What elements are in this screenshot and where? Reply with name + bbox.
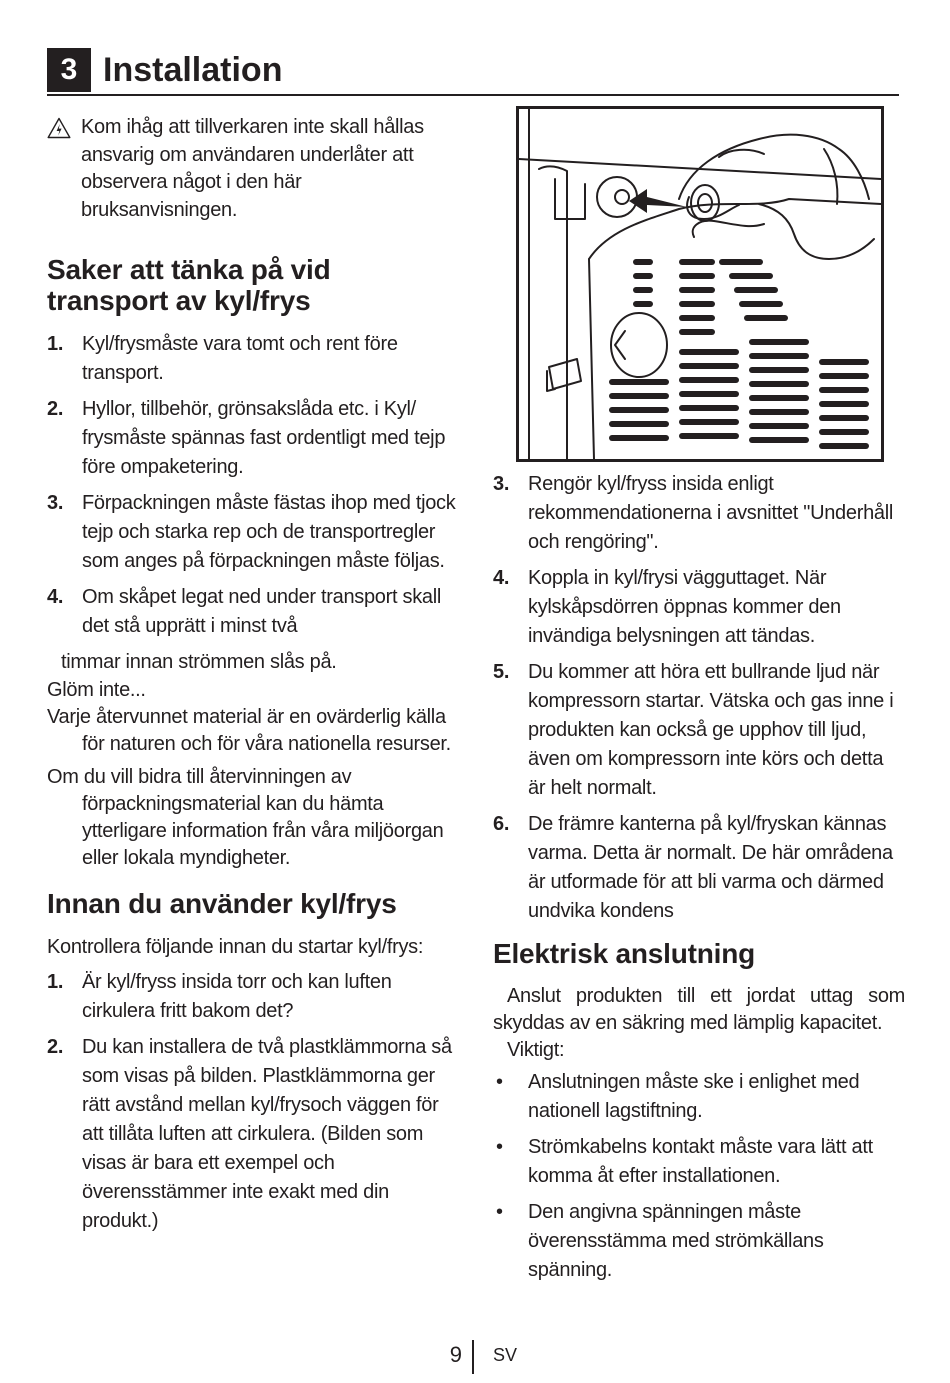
warning-triangle-icon: [47, 117, 71, 139]
language-code: SV: [493, 1345, 518, 1365]
list-item: [493, 658, 905, 803]
item-number: 5.: [493, 661, 510, 683]
item-number: 1.: [47, 971, 64, 993]
list-item: [47, 968, 459, 1026]
before-use-heading: Innan du använder kyl/frys: [47, 888, 397, 919]
before-use-list-part1: [47, 968, 459, 1236]
before-use-list-part2: [493, 470, 905, 926]
footer-divider: [472, 1340, 474, 1374]
illustration-drawing: [519, 109, 881, 459]
list-item: [47, 395, 459, 482]
item-text: Kyl/frysmåste vara tomt och rent före transport.: [82, 333, 398, 384]
item-text: Om skåpet legat ned under transport skall det stå upprätt i minst två: [82, 586, 442, 637]
list-item: [47, 583, 459, 641]
item-number: 4.: [47, 586, 64, 608]
right-column: [493, 470, 905, 1292]
list-item: [47, 1033, 459, 1236]
forget-note: Glöm inte...: [47, 679, 146, 701]
item-text: Du kommer att höra ett bullrande ljud när kompressorn startar. Vätska och gas inne i produkten kan också ge upphov till ljud, även om kompressorn inte körs och detta är helt normalt.: [528, 661, 894, 799]
electrical-intro: Anslut produkten till ett jordat uttag som skyddas av en säkring med lämplig kapacitet.: [493, 985, 905, 1034]
bullet-text: Anslutningen måste ske i enlighet med nationell lagstiftning.: [528, 1071, 860, 1122]
item-text: Är kyl/fryss insida torr och kan luften cirkulera fritt bakom det?: [82, 971, 392, 1022]
item-text: De främre kanterna på kyl/fryskan kännas varma. Detta är normalt. De här områdena är utformade för att bli varma och därmed undvika kondens: [528, 813, 893, 922]
item-number: 6.: [493, 813, 510, 835]
item-number: 2.: [47, 398, 64, 420]
chapter-number: 3: [47, 48, 91, 92]
recycle-paragraph-1: Varje återvunnet material är en ovärderlig källa för naturen och för våra nationella resurser.: [47, 706, 451, 755]
item-number: 3.: [493, 473, 510, 495]
item-text: Förpackningen måste fästas ihop med tjock tejp och starka rep och de transportregler som anges på förpackningen måste följas.: [82, 492, 456, 572]
item-number: 4.: [493, 567, 510, 589]
item-number: 3.: [47, 492, 64, 514]
transport-list: [47, 330, 459, 641]
bullet-icon: •: [496, 1071, 503, 1093]
item-text: Du kan installera de två plastklämmorna så som visas på bilden. Plastklämmorna ger rätt avstånd mellan kyl/frysoch väggen för att tillåta luften att cirkulera. (Bilden som visas är bara ett exempel och överensstämmer inte exakt med din produkt.): [82, 1036, 452, 1232]
bullet-text: Den angivna spänningen måste överensstämma med strömkällans spänning.: [528, 1201, 824, 1281]
list-item: [493, 1133, 905, 1191]
warning-text: Kom ihåg att tillverkaren inte skall hållas ansvarig om användaren underlåter att observera något i den här bruksanvisningen.: [81, 116, 424, 221]
item-number: 1.: [47, 333, 64, 355]
item-text: Koppla in kyl/frysi vägguttaget. När kylskåpsdörren öppnas kommer den invändiga belysningen att tändas.: [528, 567, 841, 647]
electrical-bullets: [493, 1068, 905, 1285]
bullet-text: Strömkabelns kontakt måste vara lätt att komma åt efter installationen.: [528, 1136, 873, 1187]
item-number: 2.: [47, 1036, 64, 1058]
chapter-title: Installation: [103, 51, 283, 89]
transport-heading: [47, 254, 459, 316]
page-number: 9: [449, 1342, 462, 1367]
clip-installation-illustration: [516, 106, 884, 462]
list-item: [47, 489, 459, 576]
transport-heading-line1: Saker att tänka på vid: [47, 254, 331, 285]
transport-heading-line2: transport av kyl/frys: [47, 285, 311, 316]
list-item: [493, 810, 905, 926]
list-item: [493, 470, 905, 557]
before-use-intro: Kontrollera följande innan du startar kyl/frys:: [47, 936, 424, 958]
page-footer: [0, 1340, 950, 1374]
bullet-icon: •: [496, 1136, 503, 1158]
important-label: Viktigt:: [507, 1039, 565, 1061]
bullet-icon: •: [496, 1201, 503, 1223]
item-text: Rengör kyl/fryss insida enligt rekommendationerna i avsnittet "Underhåll och rengöring".: [528, 473, 893, 553]
electrical-heading: Elektrisk anslutning: [493, 938, 756, 969]
transport-continuation: timmar innan strömmen slås på.: [61, 651, 337, 673]
item-text: Hyllor, tillbehör, grönsakslåda etc. i Kyl/ frysmåste spännas fast ordentligt med tejp före ompaketering.: [82, 398, 446, 478]
warning-note: [47, 114, 459, 224]
list-item: [493, 564, 905, 651]
list-item: [493, 1198, 905, 1285]
list-item: [47, 330, 459, 388]
chapter-header: [47, 48, 899, 96]
recycle-paragraph-2: Om du vill bidra till återvinningen av förpackningsmaterial kan du hämta ytterligare information från våra miljöorgan eller lokala myndigheter.: [47, 766, 444, 869]
left-column: [47, 114, 459, 1243]
list-item: [493, 1068, 905, 1126]
